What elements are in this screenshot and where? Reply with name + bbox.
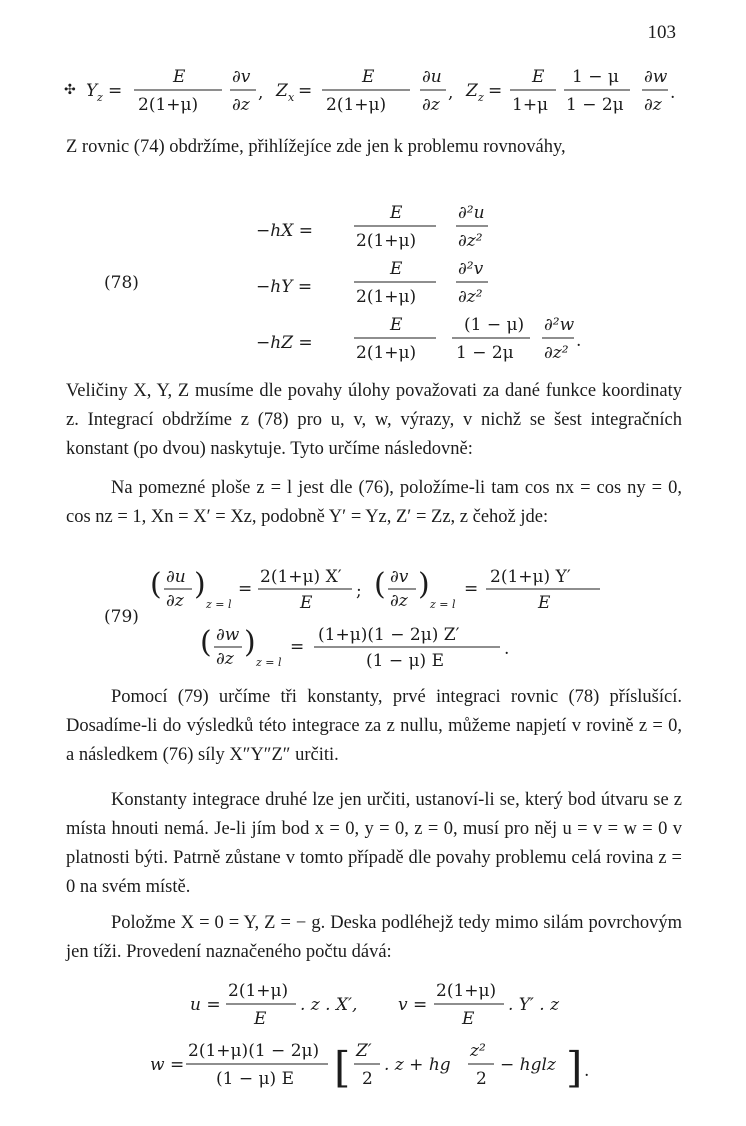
left-bracket: [ <box>334 1043 351 1092</box>
u-lhs: u = <box>190 995 221 1015</box>
dv-numerator: ∂v <box>390 567 409 587</box>
z2-numerator: z² <box>470 1041 486 1061</box>
dz2-denominator: ∂z² <box>458 287 483 307</box>
denominator: E <box>538 593 551 613</box>
equation-label: (79) <box>104 607 139 627</box>
denominator: 2(1+μ) <box>356 343 417 363</box>
paragraph-6: Položme X = 0 = Y, Z = − g. Deska podléhejž tedy mimo silám povrchovým jen tíži. Provedení naznačeného počtu dává: <box>66 913 682 962</box>
denominator: 2(1+μ) <box>356 287 417 307</box>
e-numerator: E <box>390 315 403 335</box>
numerator: 2(1+μ) Y′ <box>490 567 571 587</box>
period: . <box>504 639 510 659</box>
numerator: 1 − μ <box>572 67 619 87</box>
semicolon: ; <box>356 581 362 601</box>
numerator: 2(1+μ) X′ <box>260 567 342 587</box>
denominator: 1+μ <box>512 95 549 115</box>
right-bracket: ] <box>566 1043 583 1092</box>
comma: , <box>448 83 454 103</box>
u-tail: . z . X′, <box>300 995 358 1015</box>
numerator: 2(1+μ) <box>436 981 497 1001</box>
equals-sign: = <box>238 579 253 599</box>
denominator: E <box>254 1009 267 1029</box>
zprime-numerator: Z′ <box>356 1041 372 1061</box>
equation-77 <box>0 58 746 122</box>
dw-numerator: ∂w <box>644 67 668 87</box>
equation-78 <box>0 196 746 372</box>
denominator: 2 <box>476 1069 487 1089</box>
d2v-numerator: ∂²v <box>458 259 484 279</box>
denominator: 2(1+μ) <box>356 231 417 251</box>
equation-77-svg <box>0 58 746 122</box>
dv-numerator: ∂v <box>232 67 251 87</box>
row1-lhs: −hX = <box>256 221 313 241</box>
numerator: 2(1+μ)(1 − 2μ) <box>188 1041 320 1061</box>
equals-sign: = <box>298 81 313 101</box>
page-number: 103 <box>647 22 676 43</box>
equation-79-svg <box>0 558 746 676</box>
e-numerator: E <box>532 67 545 87</box>
dz-denominator: ∂z <box>644 95 662 115</box>
paragraph-2: Veličiny X, Y, Z musíme dle povahy úlohy považovati za dané funkce koordinaty z. Integrací obdržíme z (78) pro u, v, w, výrazy, v nichž se šest integračních konstant (po dvou) naskytuje. Tyto určíme následovně: <box>66 381 682 459</box>
paragraph-3: Na pomezné ploše z = l jest dle (76), položíme-li tam cos nx = cos ny = 0, cos nz = 1, Xn = X′ = Xz, podobně Y′ = Yz, Z′ = Zz, z čehož jde: <box>66 478 682 527</box>
dz2-denominator: ∂z² <box>544 343 569 363</box>
denominator: 1 − 2μ <box>566 95 624 115</box>
row2-lhs: −hY = <box>256 277 313 297</box>
denominator: 2(1+μ) <box>326 95 387 115</box>
e-numerator: E <box>390 203 403 223</box>
equation-79 <box>0 558 746 676</box>
row3-lhs: −hZ = <box>256 333 313 353</box>
equals-sign: = <box>464 579 479 599</box>
zl-subscript: z = l <box>256 656 282 669</box>
d2u-numerator: ∂²u <box>458 203 485 223</box>
e-numerator: E <box>173 67 186 87</box>
numerator: (1 − μ) <box>464 315 525 335</box>
dz-denominator: ∂z <box>422 95 440 115</box>
right-paren: ) <box>194 567 206 602</box>
equation-displacements-svg <box>0 972 746 1112</box>
v-lhs: v = <box>398 995 428 1015</box>
z-hg-term: . z + hg <box>384 1055 451 1075</box>
paragraph-5: Konstanty integrace druhé lze jen určiti, ustanoví-li se, který bod útvaru se z místa hnouti nemá. Je-li jím bod x = 0, y = 0, z = 0, musí pro něj u = v = w = 0 v platnosti býti. Patrně zůstane v tomto případě dle povahy problemu celá rovina z = 0 na svém místě. <box>66 790 682 897</box>
e-numerator: E <box>362 67 375 87</box>
equals-sign: = <box>488 81 503 101</box>
equals-sign: = <box>290 637 305 657</box>
yz-subscript: z <box>97 91 103 104</box>
comma: , <box>258 83 264 103</box>
denominator: E <box>300 593 313 613</box>
denominator: (1 − μ) E <box>216 1069 294 1089</box>
zl-subscript: z = l <box>430 598 456 611</box>
paragraph-4: Pomocí (79) určíme tři konstanty, prvé integraci rovnic (78) příslušící. Dosadíme-li do výsledků této integrace za z nullu, můžeme napjetí v rovině z = 0, a následkem (76) síly X″Y″Z″ určiti. <box>66 687 682 765</box>
numerator: 2(1+μ) <box>228 981 289 1001</box>
equation-label: (78) <box>104 273 139 293</box>
du-numerator: ∂u <box>166 567 186 587</box>
period: . <box>670 83 676 103</box>
zx-symbol: Z <box>276 81 288 101</box>
numerator: (1+μ)(1 − 2μ) Z′ <box>318 625 460 645</box>
e-numerator: E <box>390 259 403 279</box>
equation-displacements <box>0 972 746 1112</box>
left-paren: ( <box>200 625 212 660</box>
v-tail: . Y′ . z <box>508 995 560 1015</box>
zx-subscript: x <box>288 91 295 104</box>
hglz-term: − hglz <box>500 1055 556 1075</box>
equals-sign: = <box>108 81 123 101</box>
left-paren: ( <box>150 567 162 602</box>
du-numerator: ∂u <box>422 67 442 87</box>
right-paren: ) <box>244 625 256 660</box>
bullet-mark: ✣ <box>64 82 76 98</box>
denominator: E <box>462 1009 475 1029</box>
d2w-numerator: ∂²w <box>544 315 575 335</box>
w-lhs: w = <box>150 1055 185 1075</box>
left-paren: ( <box>374 567 386 602</box>
denominator: 2 <box>362 1069 373 1089</box>
period: . <box>576 331 582 351</box>
zz-subscript: z <box>478 91 484 104</box>
yz-symbol: Y <box>86 81 98 101</box>
dz-denominator: ∂z <box>390 591 408 611</box>
dw-numerator: ∂w <box>216 625 240 645</box>
denominator: 2(1+μ) <box>138 95 199 115</box>
dz-denominator: ∂z <box>166 591 184 611</box>
dz2-denominator: ∂z² <box>458 231 483 251</box>
dz-denominator: ∂z <box>216 649 234 669</box>
period: . <box>584 1061 590 1081</box>
equation-78-svg <box>0 196 746 372</box>
dz-denominator: ∂z <box>232 95 250 115</box>
zl-subscript: z = l <box>206 598 232 611</box>
denominator: (1 − μ) E <box>366 651 444 671</box>
paragraph-1: Z rovnic (74) obdržíme, přihlížejíce zde jen k problemu rovnováhy, <box>66 137 566 157</box>
zz-symbol: Z <box>466 81 478 101</box>
denominator: 1 − 2μ <box>456 343 514 363</box>
right-paren: ) <box>418 567 430 602</box>
